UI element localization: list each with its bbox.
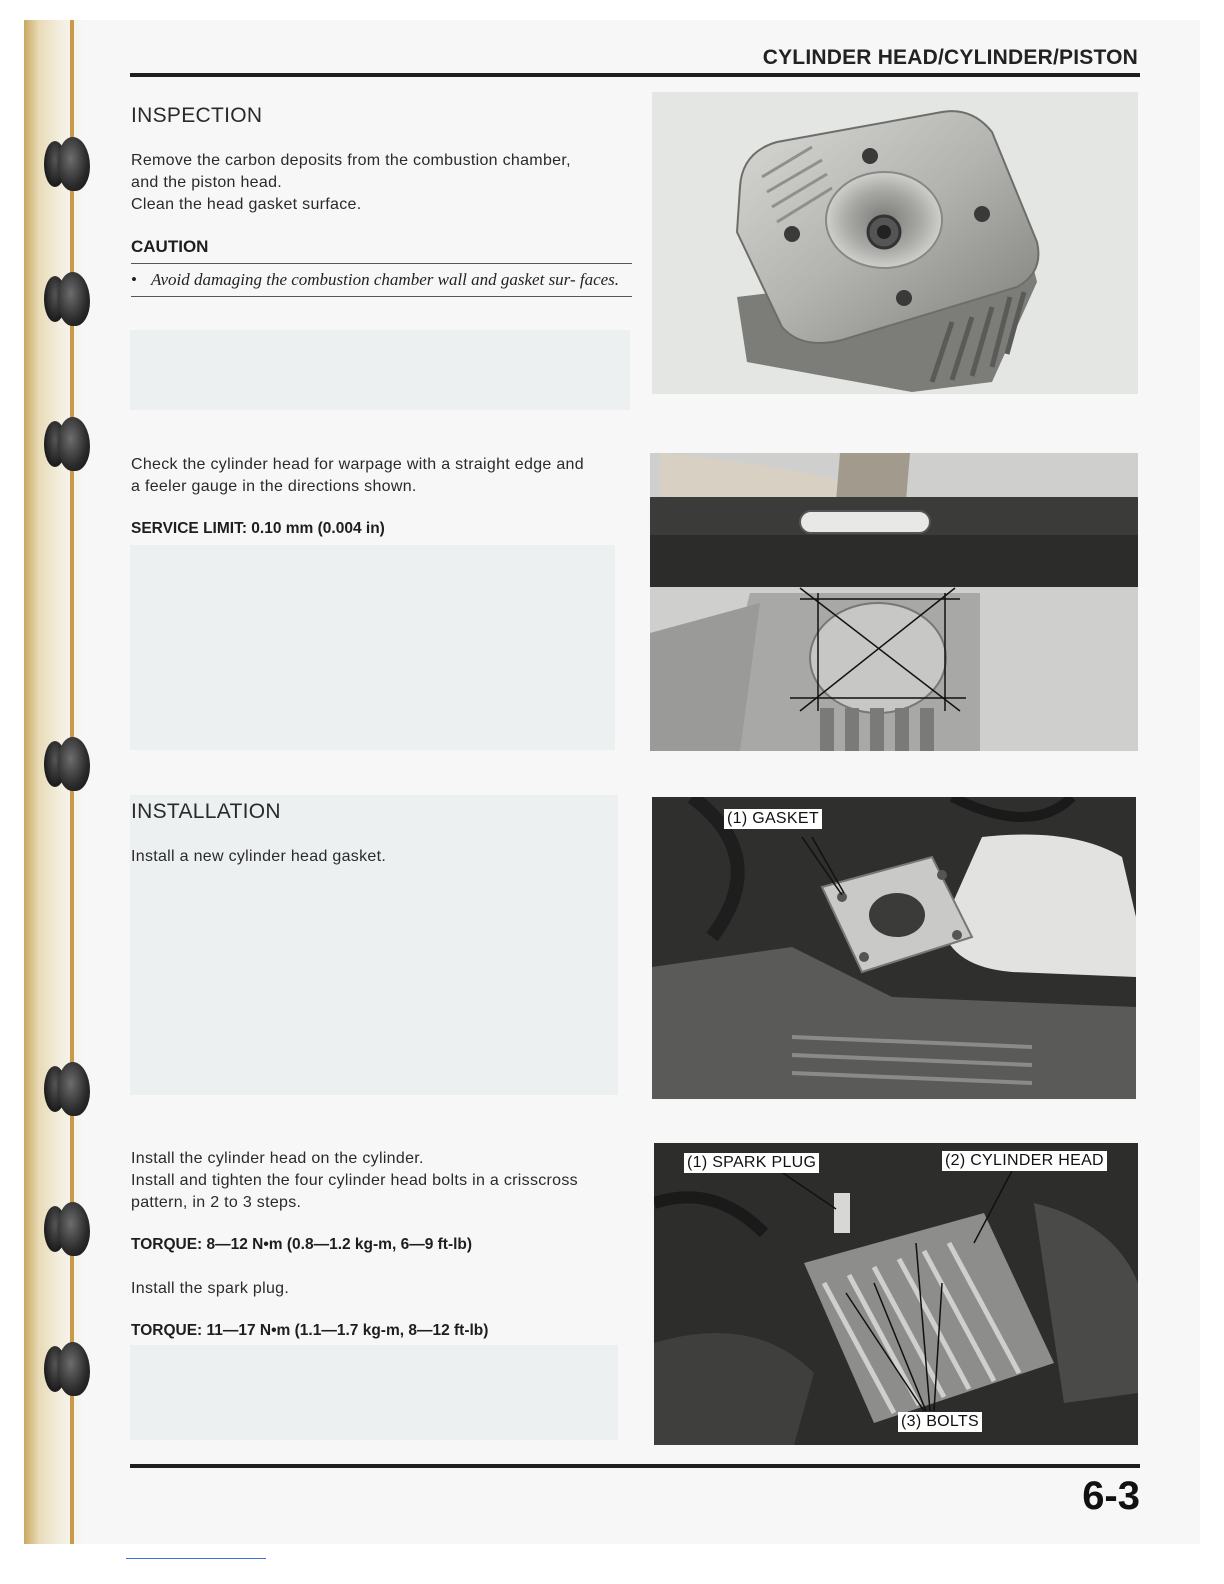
text-line: Clean the head gasket surface.	[131, 196, 362, 213]
callout-gasket: (1) GASKET	[724, 809, 822, 829]
binder-ring-icon	[44, 735, 92, 793]
photo-warpage-check	[650, 453, 1138, 751]
binder-ring-icon	[44, 1200, 92, 1258]
binder-ring-icon	[44, 135, 92, 193]
callout-spark-plug: (1) SPARK PLUG	[684, 1153, 819, 1173]
binder-ring-icon	[44, 415, 92, 473]
installation-paragraph: Install a new cylinder head gasket.	[131, 848, 387, 865]
head-install-paragraph	[131, 1148, 641, 1214]
torque-spec-head-bolts: TORQUE: 8—12 N•m (0.8—1.2 kg-m, 6—9 ft-lb)	[131, 1236, 473, 1253]
page-number: 6-3	[1082, 1474, 1140, 1518]
page-header-title: CYLINDER HEAD/CYLINDER/PISTON	[762, 46, 1138, 69]
show-through-shadow	[130, 545, 615, 750]
show-through-shadow	[130, 795, 618, 1095]
binder-ring-icon	[44, 270, 92, 328]
caution-item-text: Avoid damaging the combustion chamber wall and gasket sur- faces.	[151, 270, 620, 289]
footer-rule	[130, 1464, 1140, 1468]
show-through-shadow	[130, 330, 630, 410]
section-heading-inspection: INSPECTION	[131, 104, 263, 127]
text-line: a feeler gauge in the directions shown.	[131, 478, 417, 495]
callout-cylinder-head: (2) CYLINDER HEAD	[942, 1151, 1107, 1171]
text-line: Install and tighten the four cylinder head bolts in a crisscross	[131, 1172, 578, 1189]
callout-bolts: (3) BOLTS	[898, 1412, 982, 1432]
inspection-paragraph	[131, 150, 636, 216]
binder-ring-icon	[44, 1340, 92, 1398]
warpage-paragraph	[131, 454, 636, 498]
text-line: Install the cylinder head on the cylinder.	[131, 1150, 424, 1167]
caution-box	[131, 237, 632, 297]
section-heading-installation: INSTALLATION	[131, 800, 281, 823]
bullet-icon: •	[131, 270, 137, 289]
service-limit: SERVICE LIMIT: 0.10 mm (0.004 in)	[131, 520, 385, 537]
text-line: Check the cylinder head for warpage with a straight edge and	[131, 456, 584, 473]
binder-ring-icon	[44, 1060, 92, 1118]
caution-title: CAUTION	[131, 237, 209, 256]
photo-gasket-install	[652, 797, 1136, 1099]
text-line: and the piston head.	[131, 174, 283, 191]
show-through-shadow	[130, 1345, 618, 1440]
caution-rule	[131, 296, 632, 297]
caution-item	[131, 264, 632, 296]
link-underline	[126, 1558, 266, 1559]
text-line: pattern, in 2 to 3 steps.	[131, 1194, 302, 1211]
torque-spec-spark-plug: TORQUE: 11—17 N•m (1.1—1.7 kg-m, 8—12 ft-lb)	[131, 1322, 489, 1339]
spark-plug-instruction: Install the spark plug.	[131, 1280, 290, 1297]
header-rule	[130, 73, 1140, 77]
text-line: Remove the carbon deposits from the combustion chamber,	[131, 152, 571, 169]
photo-head-installed	[654, 1143, 1138, 1445]
photo-cylinder-head	[652, 92, 1138, 394]
